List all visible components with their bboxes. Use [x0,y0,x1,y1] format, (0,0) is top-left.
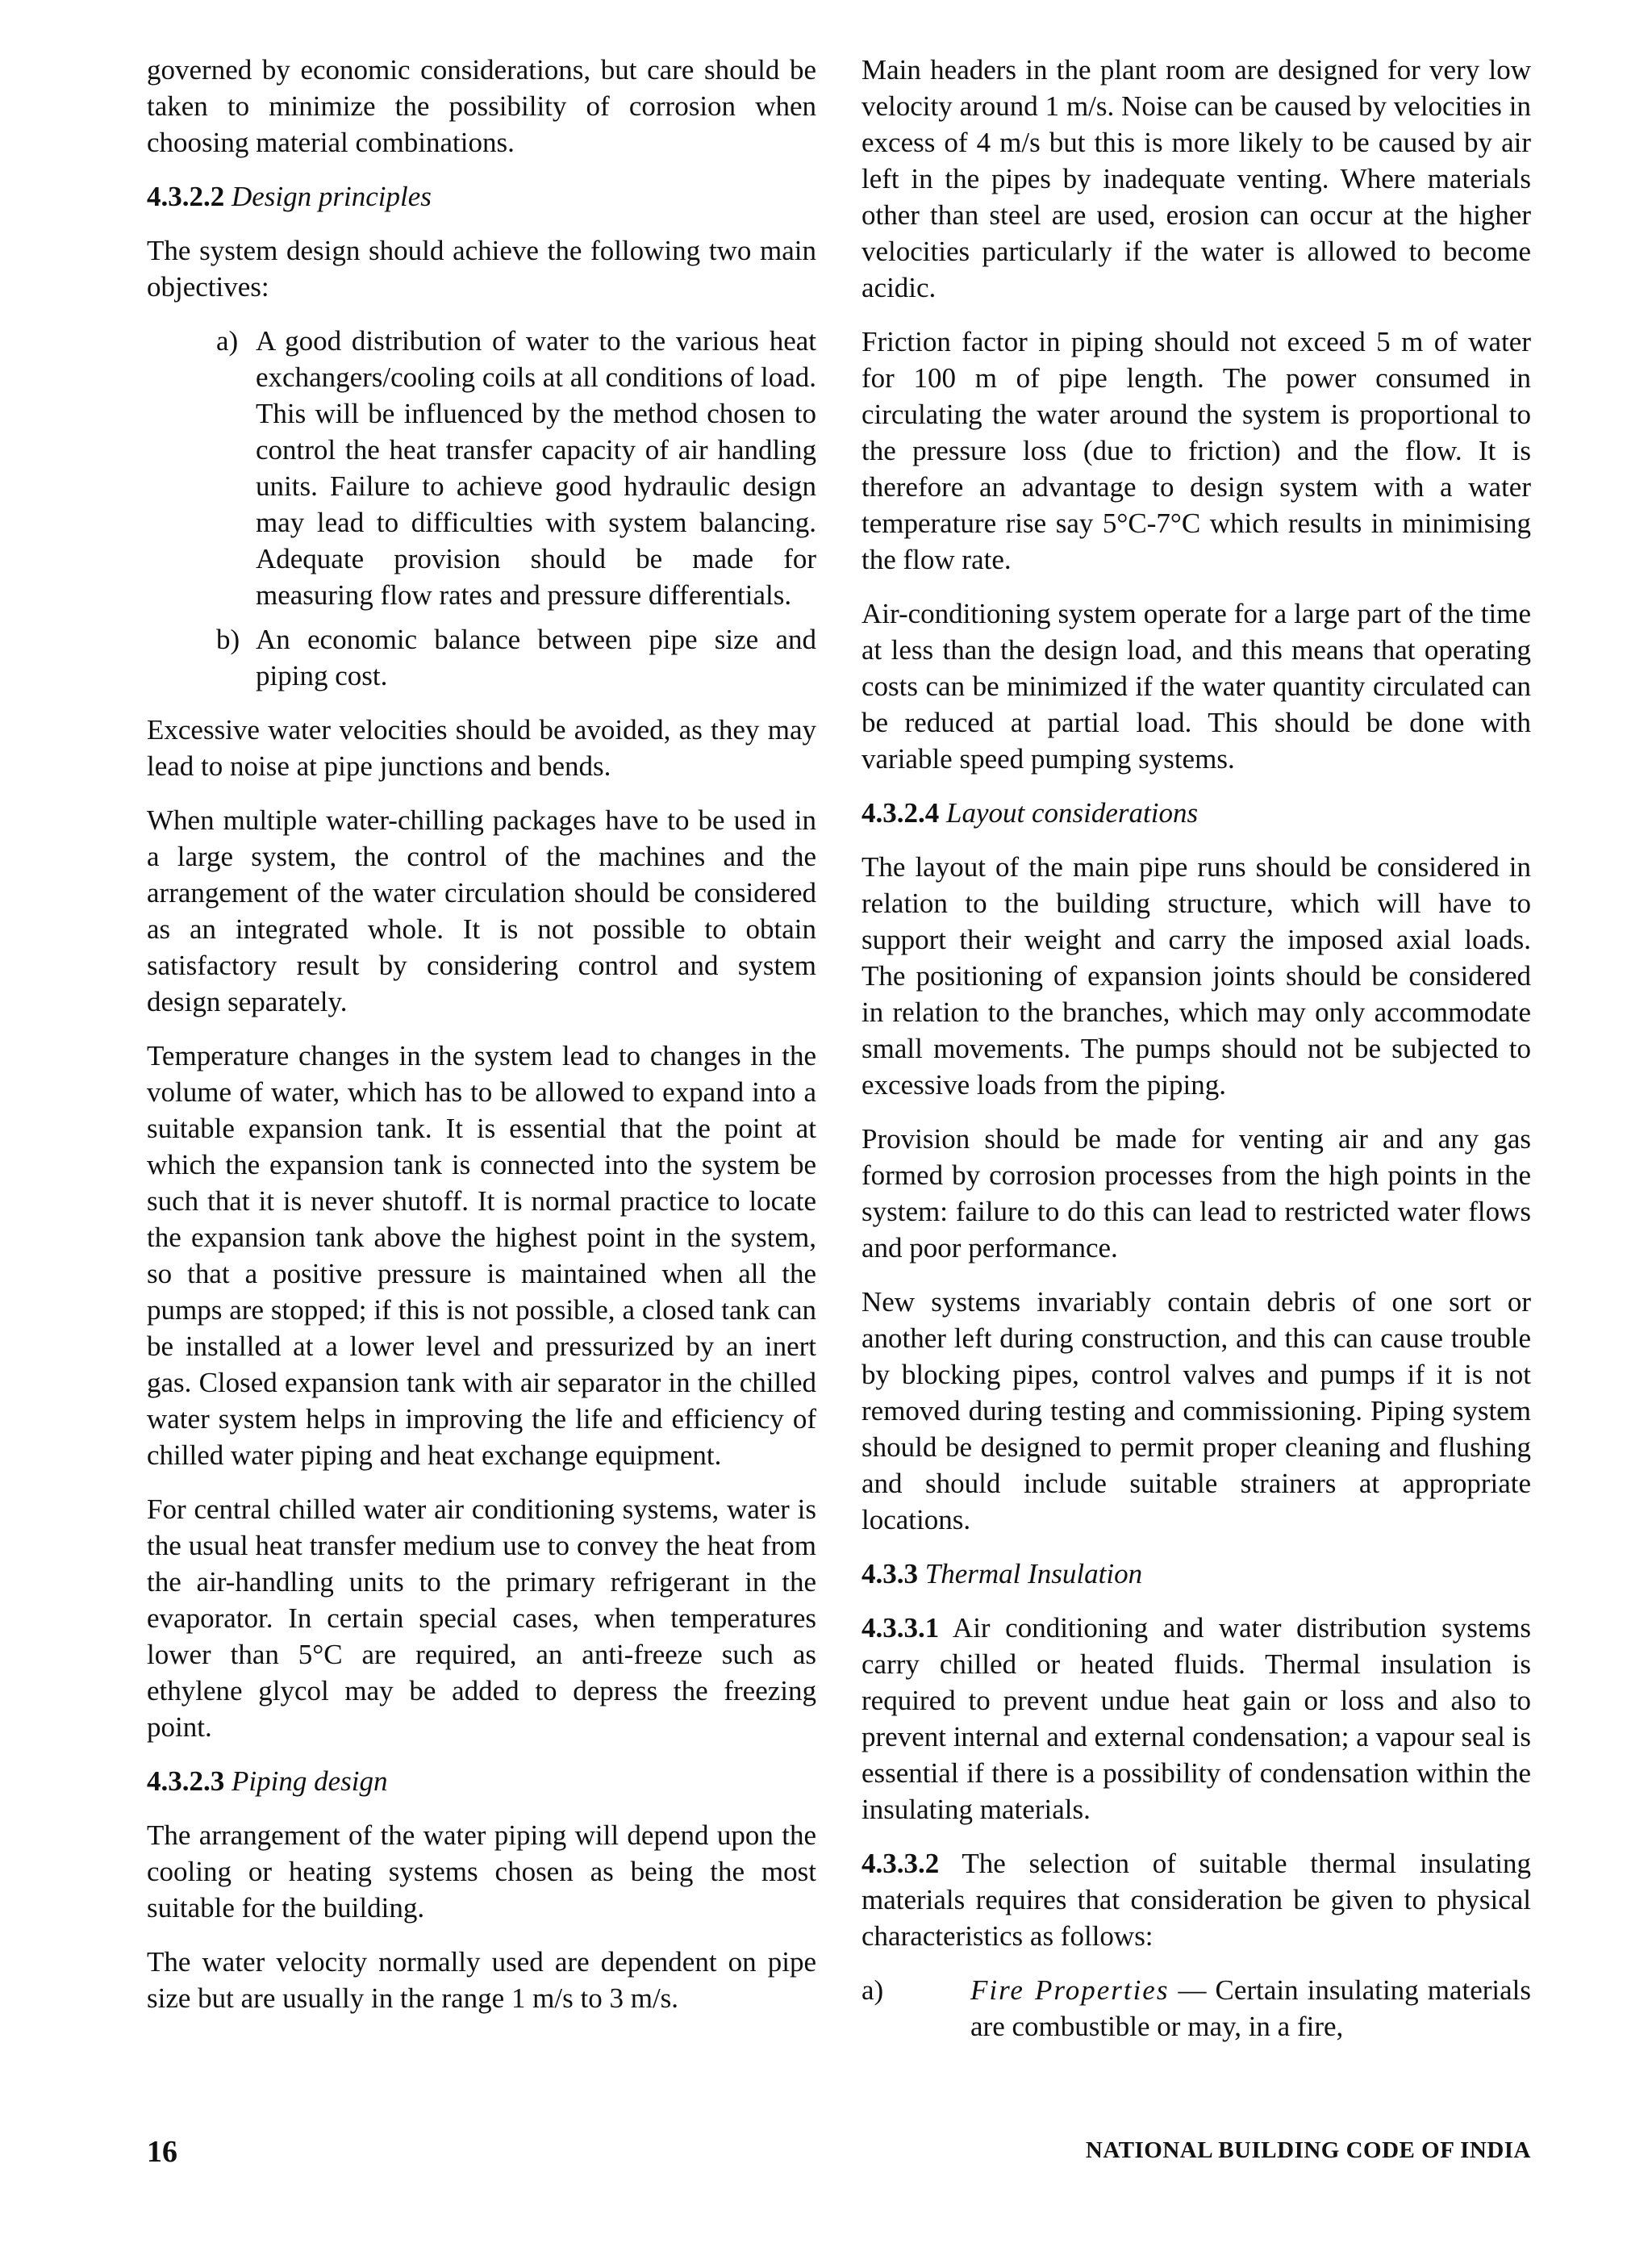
clause-number: 4.3.3.2 [861,1848,940,1879]
list-item-text: — Certain insulating materials are combustible or may, in a fire, [970,1974,1531,2042]
list-item [147,621,816,694]
paragraph: The system design should achieve the following two main objectives: [147,235,816,303]
section-heading [147,1763,816,1799]
section-heading [861,795,1531,831]
list-item [147,323,816,613]
paragraph: governed by economic considerations, but care should be taken to minimize the possibility of corrosion when choosing material combinations. [147,54,816,158]
right-column [861,52,1531,2062]
paragraph: Main headers in the plant room are designed for very low velocity around 1 m/s. Noise can be caused by velocities in excess of 4 m/s but this is more likely to be caused by air left in the pipes by inadequate venting. Where materials other than steel are used, erosion can occur at the higher velocities particularly if the water is allowed to become acidic. [861,54,1531,303]
paragraph: Temperature changes in the system lead to changes in the volume of water, which has to be allowed to expand into a suitable expansion tank. It is essential that the point at which the expansion tank is connected into the system be such that it is never shutoff. It is normal practice to locate the expansion tank above the highest point in the system, so that a positive pressure is maintained when all the pumps are stopped; if this is not possible, a closed tank can be installed at a lower level and pressurized by an inert gas. Closed expansion tank with air separator in the chilled water system helps in improving the life and efficiency of chilled water piping and heat exchange equipment. [147,1040,816,1471]
list-marker: b) [216,624,240,655]
section-heading [147,178,816,215]
paragraph: Excessive water velocities should be avoided, as they may lead to noise at pipe junctions and bends. [147,714,816,782]
list-item [861,1972,1531,2045]
paragraph: New systems invariably contain debris of one sort or another left during construction, and this can cause trouble by blocking pipes, control valves and pumps if it is not removed during testing and commissioning. Piping system should be designed to permit proper cleaning and flushing and should include suitable strainers at appropriate locations. [861,1286,1531,1535]
clause-text: The selection of suitable thermal insulating materials requires that consideration be given to physical characteristics as follows: [861,1848,1531,1952]
paragraph: The arrangement of the water piping will depend upon the cooling or heating systems chosen as being the most suitable for the building. [147,1819,816,1924]
page-footer [147,2134,1531,2174]
section-number: 4.3.2.3 [147,1765,225,1797]
section-title: Piping design [232,1765,388,1797]
section-heading [861,1556,1531,1592]
left-column [147,52,816,2034]
paragraph: Friction factor in piping should not exceed 5 m of water for 100 m of pipe length. The power consumed in circulating the water around the system is proportional to the pressure loss (due to friction) and the flow. It is therefore an advantage to design system with a water temperature rise say 5°C-7°C which results in minimising the flow rate. [861,326,1531,575]
publication-title: NATIONAL BUILDING CODE OF INDIA [1085,2137,1531,2163]
section-title: Layout considerations [946,797,1199,829]
clause-text: Air conditioning and water distribution systems carry chilled or heated fluids. Thermal insulation is required to prevent undue heat gain or loss and also to prevent internal and external condensation; a vapour seal is essential if there is a possibility of condensation within the insulating materials. [861,1612,1531,1825]
section-number: 4.3.2.4 [861,797,940,829]
paragraph: Provision should be made for venting air and any gas formed by corrosion processes from the high points in the system: failure to do this can lead to restricted water flows and poor performance. [861,1123,1531,1264]
list-item-text: An economic balance between pipe size and piping cost. [256,624,816,691]
paragraph: Air-conditioning system operate for a large part of the time at less than the design load, and this means that operating costs can be minimized if the water quantity circulated can be reduced at partial load. This should be done with variable speed pumping systems. [861,598,1531,775]
section-number: 4.3.2.2 [147,181,225,212]
clause-number: 4.3.3.1 [861,1612,940,1644]
list-item-text: A good distribution of water to the various heat exchangers/cooling coils at all conditions of load. This will be influenced by the method chosen to control the heat transfer capacity of air handling units. Failure to achieve good hydraulic design may lead to difficulties with system balancing. Adequate provision should be made for measuring flow rates and pressure differentials. [256,325,816,611]
paragraph: The water velocity normally used are dependent on pipe size but are usually in the range 1 m/s to 3 m/s. [147,1946,816,2014]
paragraph: For central chilled water air conditioning systems, water is the usual heat transfer medium use to convey the heat from the air-handling units to the primary refrigerant in the evaporator. In certain special cases, when temperatures lower than 5°C are required, an anti-freeze such as ethylene glycol may be added to depress the freezing point. [147,1493,816,1743]
section-title: Design principles [232,181,432,212]
list-marker: a) [216,325,239,357]
paragraph: When multiple water-chilling packages have to be used in a large system, the control of the machines and the arrangement of the water circulation should be considered as an integrated whole. It is not possible to obtain satisfactory result by considering control and system design separately. [147,804,816,1017]
section-number: 4.3.3 [861,1558,918,1589]
objectives-list [147,323,816,694]
page-number: 16 [147,2135,177,2169]
numbered-paragraph [861,1845,1531,1954]
section-title: Thermal Insulation [924,1558,1143,1589]
paragraph: The layout of the main pipe runs should be considered in relation to the building structure, which will have to support their weight and carry the imposed axial loads. The positioning of expansion joints should be considered in relation to the branches, which may only accommodate small movements. The pumps should not be subjected to excessive loads from the piping. [861,851,1531,1101]
characteristics-list [861,1972,1531,2045]
numbered-paragraph [861,1610,1531,1827]
list-marker: a) [861,1974,884,2006]
list-item-title: Fire Properties [970,1974,1170,2006]
